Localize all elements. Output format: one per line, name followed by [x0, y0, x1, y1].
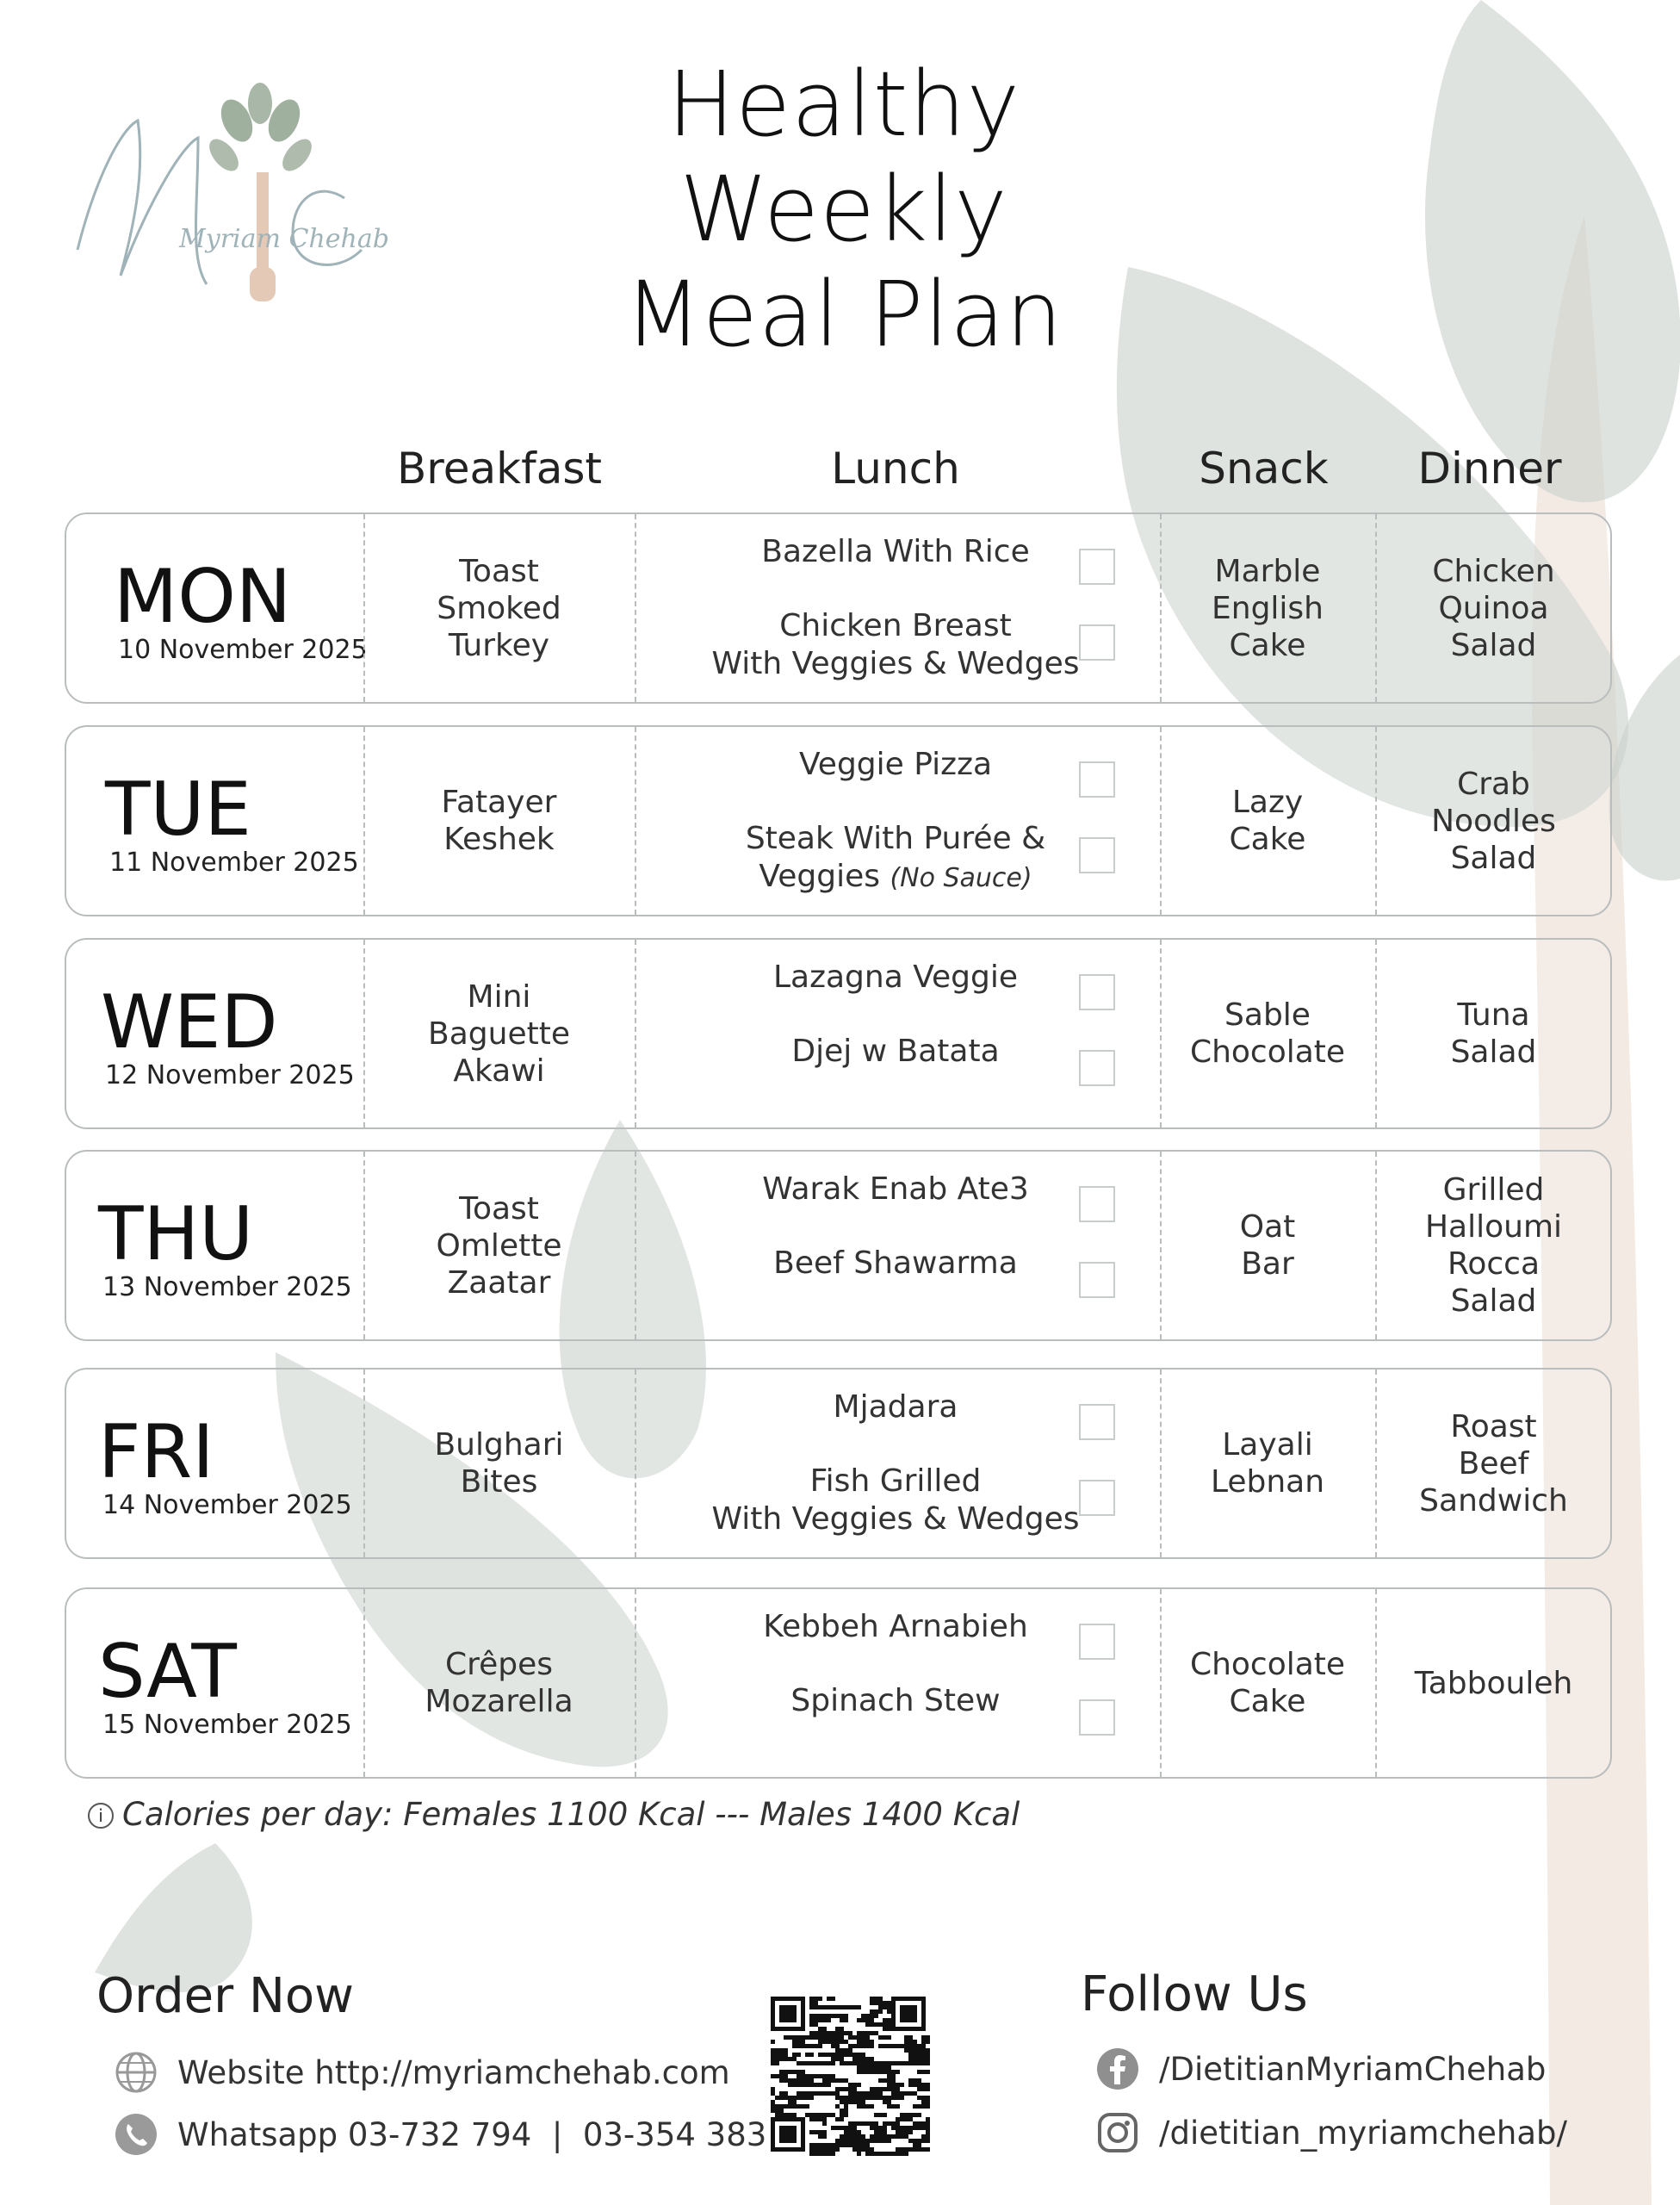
snack-cell-line: Lebnan: [1210, 1464, 1325, 1500]
lunch-option-line: Kebbeh Arnabieh: [763, 1609, 1028, 1644]
dinner-cell-lines: [1431, 766, 1556, 877]
lunch-option: [642, 533, 1150, 571]
calories-text: Calories per day: Females 1100 Kcal --- Males 1400 Kcal: [122, 1796, 1020, 1833]
day-name: FRI: [98, 1409, 214, 1495]
lunch-option-line: Beef Shawarma: [773, 1245, 1018, 1281]
breakfast-cell-line: Baguette: [428, 1016, 570, 1052]
lunch-option: [642, 607, 1150, 683]
website-link[interactable]: [114, 2050, 730, 2095]
lunch-option: [642, 1033, 1150, 1071]
day-date: 14 November 2025: [102, 1490, 352, 1520]
column-divider: [635, 1589, 636, 1777]
breakfast-cell-lines: [434, 1426, 563, 1500]
breakfast-cell: [363, 1370, 635, 1557]
title-line-3: Meal Plan: [624, 262, 1063, 367]
dinner-cell-line: Beef: [1458, 1445, 1529, 1481]
dinner-cell-lines: [1419, 1408, 1568, 1519]
breakfast-cell-line: Crêpes: [444, 1647, 554, 1682]
day-name: MON: [114, 554, 292, 640]
breakfast-cell-lines: [425, 1646, 573, 1720]
lunch-option-line: Bazella With Rice: [761, 534, 1030, 569]
day-row-mon: [65, 512, 1612, 704]
instagram-link[interactable]: [1095, 2110, 1567, 2155]
day-row-sat: [65, 1587, 1612, 1779]
day-name: TUE: [105, 767, 251, 853]
lunch-option-checkbox[interactable]: [1079, 624, 1115, 661]
breakfast-cell-lines: [442, 784, 557, 858]
lunch-option-checkbox[interactable]: [1079, 549, 1115, 585]
dinner-cell-line: Grilled: [1442, 1172, 1545, 1208]
lunch-option-line: Fish Grilled: [809, 1463, 982, 1499]
dinner-cell-line: Chicken: [1432, 553, 1555, 589]
lunch-option: [642, 746, 1150, 784]
day-date: 10 November 2025: [118, 635, 368, 665]
snack-cell-lines: [1230, 784, 1306, 858]
dinner-cell-line: Roast: [1450, 1408, 1537, 1444]
dinner-cell-line: Tabbouleh: [1414, 1665, 1573, 1701]
facebook-link[interactable]: [1095, 2047, 1546, 2091]
snack-cell: [1160, 940, 1375, 1127]
dinner-cell-line: Salad: [1450, 627, 1537, 663]
breakfast-cell-line: Turkey: [448, 627, 550, 663]
whatsapp-contact[interactable]: [114, 2112, 766, 2157]
dinner-cell-line: Halloumi: [1424, 1209, 1563, 1245]
lunch-option-checkbox[interactable]: [1079, 1699, 1115, 1736]
lunch-note: (No Sauce): [890, 863, 1032, 893]
qr-code[interactable]: [771, 1997, 930, 2156]
snack-cell-line: Cake: [1229, 1684, 1306, 1719]
lunch-option: [642, 820, 1150, 898]
lunch-option: [642, 1463, 1150, 1538]
instagram-handle: /dietitian_myriamchehab/: [1159, 2114, 1567, 2152]
lunch-option-line: Steak With Purée &: [745, 821, 1046, 856]
column-divider: [635, 514, 636, 702]
snack-cell-lines: [1212, 553, 1324, 664]
lunch-option-line: Djej w Batata: [791, 1034, 1000, 1069]
order-now-title: Order Now: [96, 1968, 354, 2024]
dinner-cell: [1375, 940, 1612, 1127]
lunch-option-checkbox[interactable]: [1079, 761, 1115, 798]
day-row-thu: [65, 1150, 1612, 1341]
dinner-cell-lines: [1451, 997, 1537, 1071]
snack-cell: [1160, 1152, 1375, 1339]
breakfast-cell-line: Akawi: [453, 1053, 545, 1089]
logo-text: Myriam Chehab: [179, 224, 389, 254]
lunch-option-line: Veggies: [759, 859, 880, 894]
breakfast-cell-line: Mini: [467, 978, 531, 1015]
snack-cell-line: Layali: [1222, 1427, 1313, 1463]
dinner-cell-lines: [1415, 1665, 1573, 1702]
lunch-option-line: Warak Enab Ate3: [762, 1171, 1029, 1207]
lunch-option-checkbox[interactable]: [1079, 1050, 1115, 1086]
lunch-option: [642, 1388, 1150, 1426]
whatsapp-text: Whatsapp 03-732 794 | 03-354 383: [177, 2115, 767, 2153]
day-date: 13 November 2025: [102, 1272, 352, 1302]
snack-cell-line: Chocolate: [1189, 1034, 1346, 1070]
day-name: WED: [101, 979, 278, 1065]
snack-cell-lines: [1211, 1426, 1324, 1500]
lunch-option: [642, 959, 1150, 997]
day-date: 12 November 2025: [105, 1060, 355, 1090]
phone-icon: [114, 2112, 158, 2157]
lunch-option: [642, 1682, 1150, 1720]
day-row-tue: [65, 725, 1612, 916]
snack-cell-line: Marble: [1214, 553, 1321, 589]
facebook-icon: [1095, 2047, 1140, 2091]
dinner-cell-line: Rocca: [1447, 1246, 1541, 1282]
breakfast-cell-line: Mozarella: [425, 1684, 573, 1719]
lunch-option-checkbox[interactable]: [1079, 1480, 1115, 1516]
dinner-cell-line: Salad: [1450, 1034, 1537, 1070]
facebook-handle: /DietitianMyriamChehab: [1159, 2050, 1547, 2088]
snack-cell-lines: [1190, 1646, 1345, 1720]
snack-cell-line: Oat: [1239, 1209, 1296, 1245]
day-date: 15 November 2025: [102, 1710, 352, 1740]
lunch-option: [642, 1245, 1150, 1283]
snack-cell: [1160, 1370, 1375, 1557]
dinner-cell: [1375, 727, 1612, 915]
lunch-option-checkbox[interactable]: [1079, 1624, 1115, 1660]
lunch-option-line: Lazagna Veggie: [772, 960, 1019, 995]
column-header-snack: Snack: [1199, 444, 1329, 494]
snack-cell-lines: [1190, 997, 1345, 1071]
info-icon: i: [88, 1803, 114, 1829]
lunch-option-line: With Veggies & Wedges: [711, 646, 1080, 681]
lunch-option-line: With Veggies & Wedges: [711, 1501, 1080, 1537]
day-row-wed: [65, 938, 1612, 1129]
column-header-breakfast: Breakfast: [396, 444, 602, 494]
column-divider: [635, 727, 636, 915]
lunch-option: [642, 1608, 1150, 1646]
instagram-icon: [1095, 2110, 1140, 2155]
dinner-cell-line: Noodles: [1431, 803, 1556, 839]
breakfast-cell: [363, 727, 635, 915]
breakfast-cell-line: Omlette: [436, 1227, 562, 1264]
dinner-cell-line: Crab: [1457, 766, 1530, 802]
snack-cell: [1160, 1589, 1375, 1777]
dinner-cell-line: Quinoa: [1438, 590, 1549, 626]
follow-us-title: Follow Us: [1081, 1966, 1308, 2022]
lunch-option-checkbox[interactable]: [1079, 837, 1115, 873]
day-row-fri: [65, 1368, 1612, 1559]
snack-cell-line: Cake: [1229, 627, 1306, 663]
breakfast-cell-line: Bites: [460, 1464, 538, 1500]
dinner-cell-lines: [1425, 1171, 1562, 1320]
breakfast-cell-line: Toast: [459, 553, 539, 589]
snack-cell-line: English: [1212, 590, 1324, 626]
dinner-cell-line: Salad: [1450, 1283, 1537, 1319]
column-divider: [635, 940, 636, 1127]
day-name: SAT: [98, 1629, 237, 1715]
lunch-option-checkbox[interactable]: [1079, 1404, 1115, 1440]
column-header-dinner: Dinner: [1417, 444, 1562, 494]
dinner-cell: [1375, 1589, 1612, 1777]
calories-note: [88, 1796, 1020, 1833]
dinner-cell-line: Sandwich: [1419, 1482, 1568, 1519]
column-divider: [635, 1152, 636, 1339]
lunch-option-line: Mjadara: [833, 1389, 958, 1425]
breakfast-cell-line: Bulghari: [434, 1427, 564, 1463]
title-line-1: Healthy: [666, 52, 1021, 157]
snack-cell-lines: [1240, 1208, 1296, 1283]
lunch-option-line: Spinach Stew: [790, 1683, 1001, 1718]
lunch-option-line-with-note: [642, 858, 1150, 898]
dinner-cell-line: Tuna: [1457, 997, 1530, 1033]
breakfast-cell: [363, 1152, 635, 1339]
dinner-cell: [1375, 514, 1612, 702]
day-date: 11 November 2025: [109, 848, 359, 878]
snack-cell-line: Chocolate: [1189, 1647, 1346, 1682]
fork-leaf-icon: [60, 78, 482, 301]
breakfast-cell-lines: [428, 978, 570, 1090]
snack-cell: [1160, 727, 1375, 915]
lunch-option-checkbox[interactable]: [1079, 1262, 1115, 1298]
breakfast-cell: [363, 940, 635, 1127]
globe-icon: [114, 2050, 158, 2095]
lunch-option: [642, 1171, 1150, 1208]
dinner-cell: [1375, 1370, 1612, 1557]
website-text: Website http://myriamchehab.com: [177, 2053, 730, 2091]
breakfast-cell: [363, 1589, 635, 1777]
day-name: THU: [98, 1191, 254, 1277]
snack-cell: [1160, 514, 1375, 702]
lunch-option-line: Chicken Breast: [779, 608, 1012, 643]
page-title: [508, 52, 1180, 367]
snack-cell-line: Sable: [1224, 997, 1311, 1033]
breakfast-cell-line: Keshek: [443, 822, 555, 857]
dinner-cell-line: Salad: [1450, 840, 1537, 876]
dinner-cell: [1375, 1152, 1612, 1339]
breakfast-cell-line: Toast: [459, 1190, 539, 1227]
column-divider: [635, 1370, 636, 1557]
breakfast-cell-line: Fatayer: [441, 785, 557, 820]
breakfast-cell-lines: [437, 553, 561, 664]
title-line-2: Weekly: [679, 157, 1008, 262]
dinner-cell-lines: [1432, 553, 1554, 664]
breakfast-cell-lines: [437, 1190, 562, 1301]
snack-cell-line: Bar: [1241, 1246, 1294, 1282]
breakfast-cell-line: Zaatar: [447, 1264, 551, 1301]
breakfast-cell-line: Smoked: [437, 590, 561, 626]
column-header-lunch: Lunch: [831, 444, 960, 494]
lunch-option-checkbox[interactable]: [1079, 974, 1115, 1010]
lunch-option-line: Veggie Pizza: [798, 747, 993, 782]
lunch-option-checkbox[interactable]: [1079, 1186, 1115, 1222]
breakfast-cell: [363, 514, 635, 702]
snack-cell-line: Cake: [1229, 822, 1306, 857]
brand-logo: [60, 78, 482, 301]
snack-cell-line: Lazy: [1231, 785, 1304, 820]
